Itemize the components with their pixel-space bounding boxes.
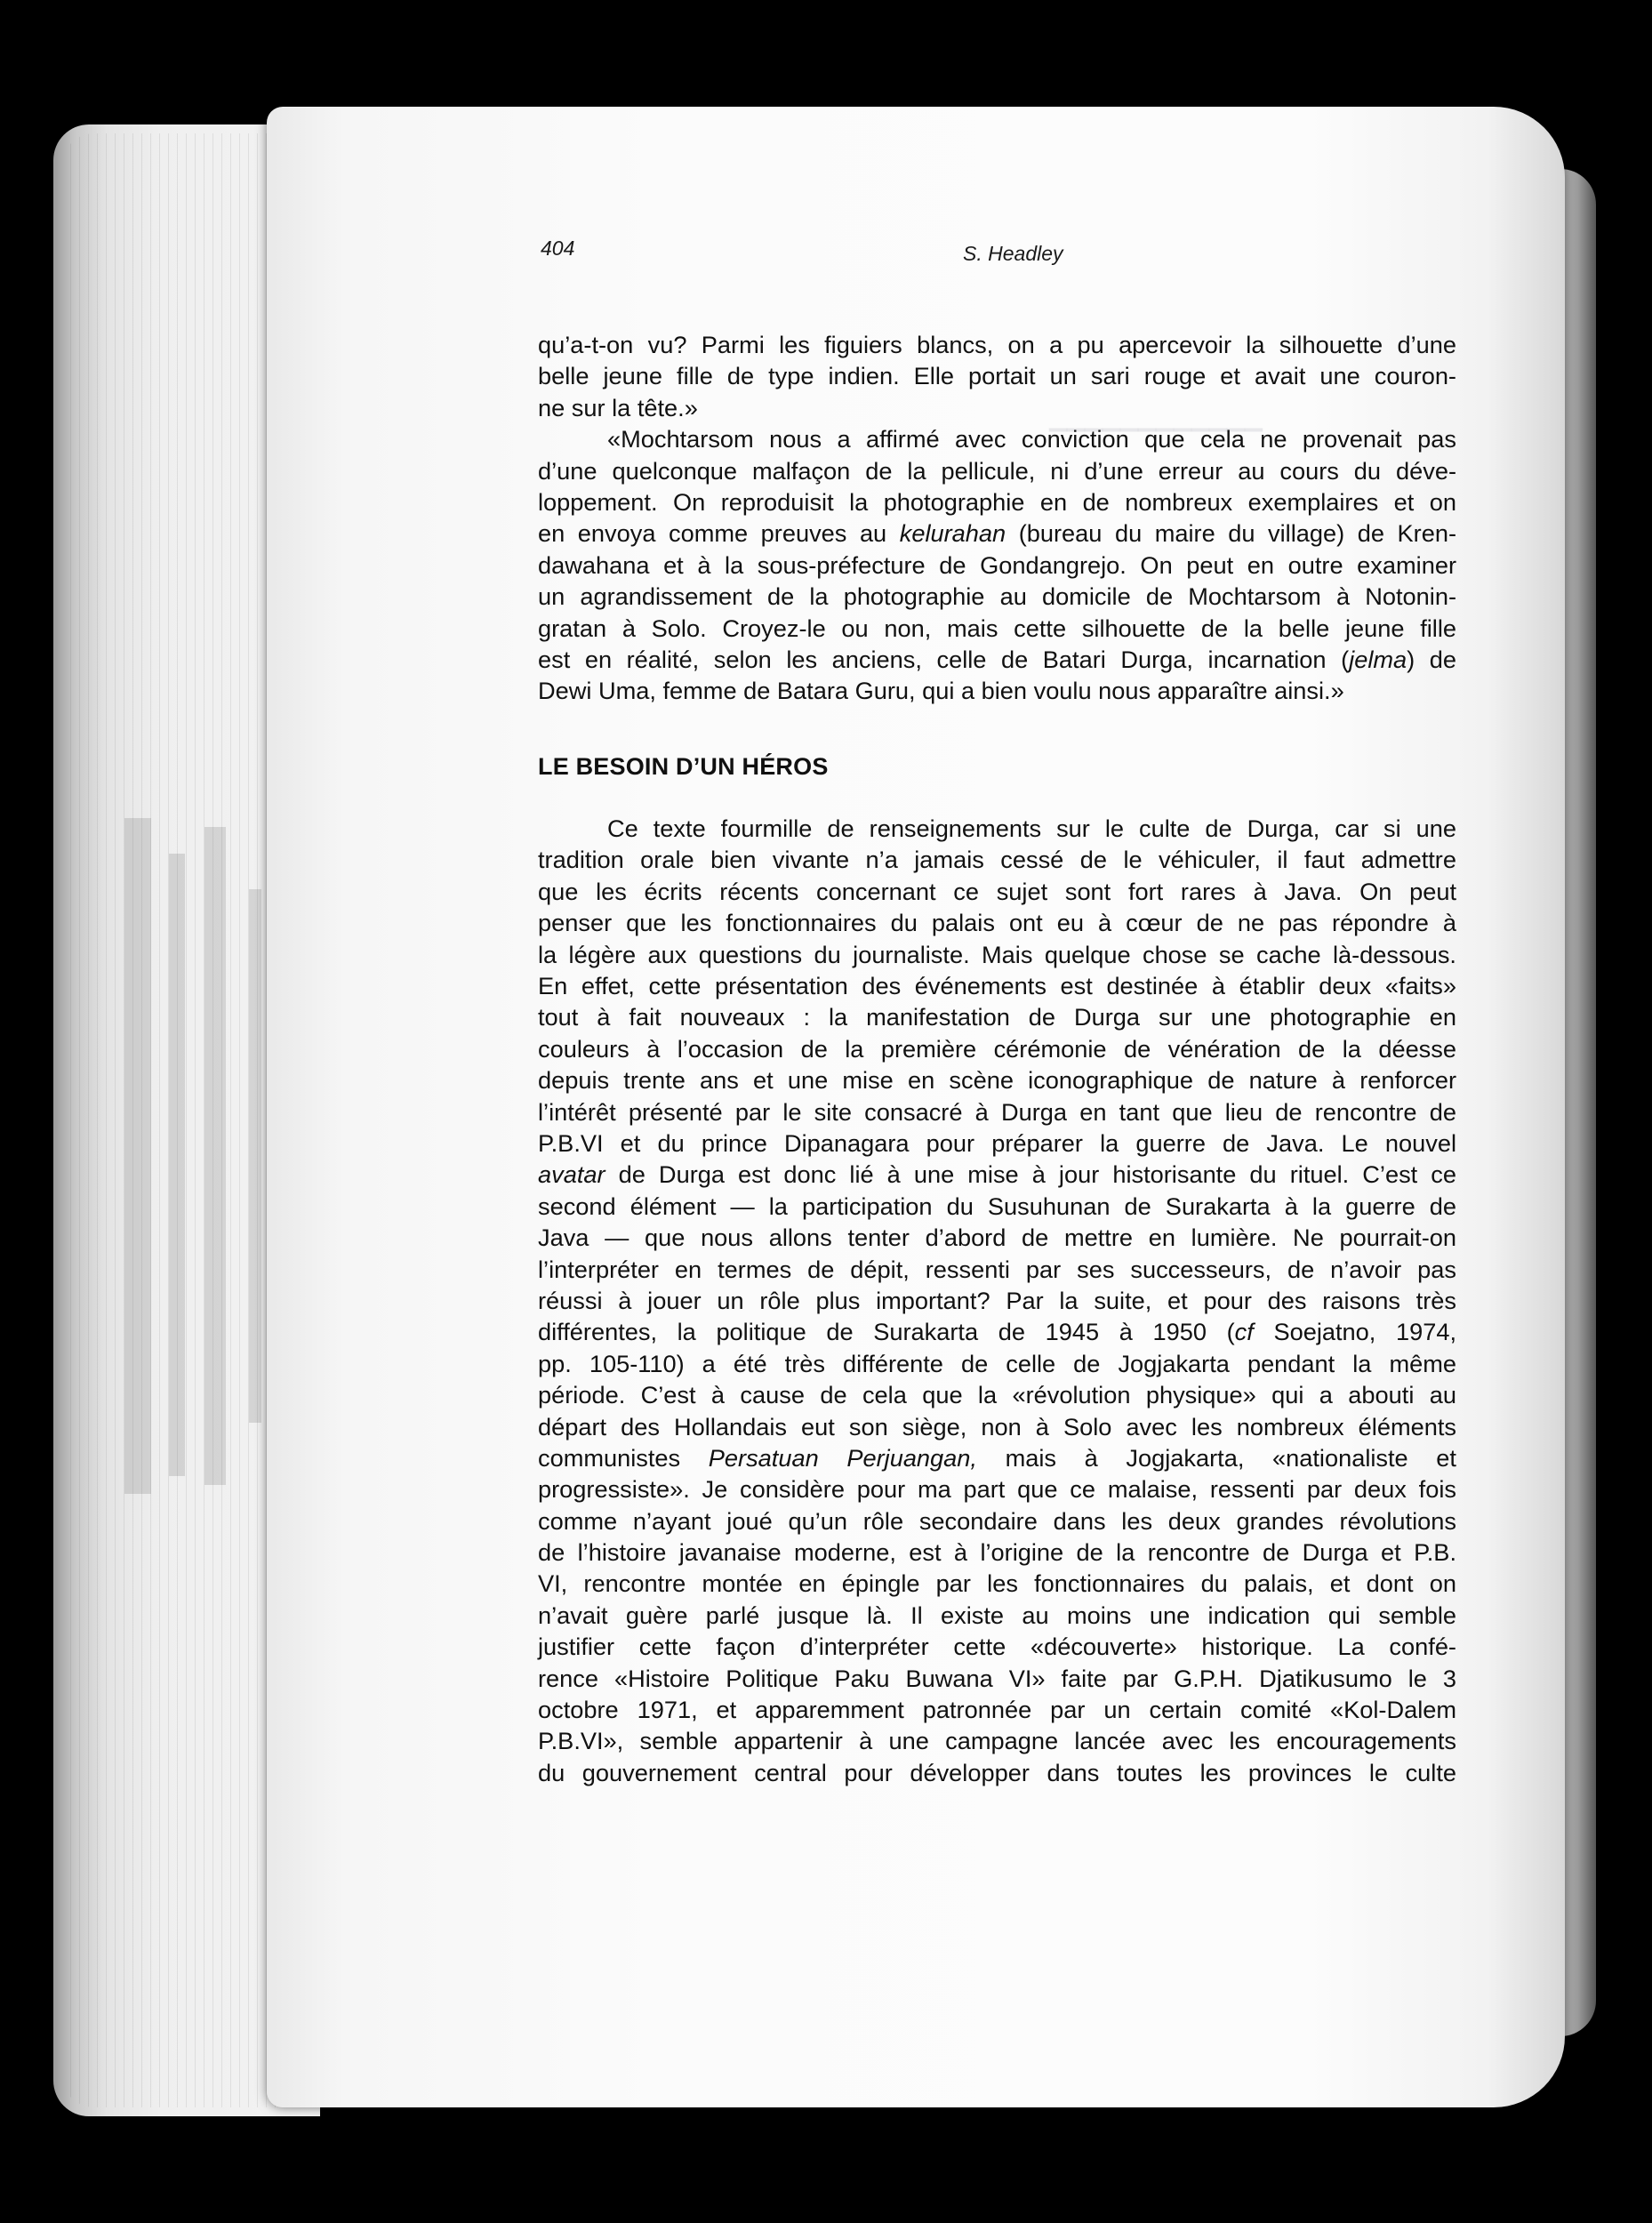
bleed-through: ‎▁▁▁▁▁▁▁▁▁▁▁▁ — [1049, 405, 1263, 431]
text-line: tradition orale bien vivante n’a jamais cessé de le véhiculer, il faut admettre — [538, 846, 1456, 874]
text-line: depuis trente ans et une mise en scène iconographique de nature à renforcer — [538, 1066, 1456, 1095]
text-line: n’avait guère parlé jusque là. Il existe au moins une indication qui semble — [538, 1601, 1456, 1629]
text-line: dawahana et à la sous-préfecture de Gondangrejo. On peut en outre examiner — [538, 550, 1456, 579]
text-line: période. C’est à cause de cela que la «révolution physique» qui a abouti au — [538, 1381, 1456, 1409]
text-segment: est en réalité, selon les anciens, celle de Batari Durga, incarnation ( — [538, 645, 1350, 673]
text-segment: en envoya comme preuves au — [538, 519, 900, 548]
text-line: En effet, cette présentation des événements est destinée à établir deux «faits» — [538, 972, 1456, 1000]
text-line: tout à fait nouveaux : la manifestation de Durga sur une photographie en — [538, 1003, 1456, 1031]
text-line: second élément — la participation du Susuhunan de Surakarta à la guerre de — [538, 1192, 1456, 1220]
text-line: P.B.VI», semble appartenir à une campagne lancée avec les encouragements — [538, 1727, 1456, 1755]
text-line: d’une quelconque malfaçon de la pellicule, ni d’une erreur au cours du déve- — [538, 456, 1456, 485]
text-segment: de Durga est donc lié à une mise à jour historisante du rituel. C’est ce — [605, 1160, 1456, 1189]
text-line: de l’histoire javanaise moderne, est à l’origine de la rencontre de Durga et P.B. — [538, 1538, 1456, 1567]
text-line: justifier cette façon d’interpréter cette «découverte» historique. La confé- — [538, 1633, 1456, 1661]
text-line — [538, 644, 1456, 675]
text-line: que les écrits récents concernant ce sujet sont fort rares à Java. On peut — [538, 877, 1456, 905]
text-line: VI, rencontre montée en épingle par les fonctionnaires du palais, et dont on — [538, 1569, 1456, 1598]
text-line: Ce texte fourmille de renseignements sur le culte de Durga, car si une — [607, 815, 1456, 843]
text-line — [538, 518, 1456, 549]
page-number: 404 — [541, 237, 575, 260]
italic-term: cf — [1234, 1318, 1254, 1346]
text-line: progressiste». Je considère pour ma part que ce malaise, ressenti par deux fois — [538, 1475, 1456, 1504]
paragraph-1 — [538, 329, 1456, 423]
text-segment: ) de — [1407, 645, 1456, 673]
paragraph-3 — [538, 813, 1456, 1788]
text-segment: Soejatno, 1974, — [1253, 1318, 1456, 1346]
text-line — [538, 1316, 1456, 1347]
text-line: loppement. On reproduisit la photographie en de nombreux exemplaires et on — [538, 487, 1456, 516]
text-line: couleurs à l’occasion de la première cérémonie de vénération de la déesse — [538, 1034, 1456, 1063]
text-line: un agrandissement de la photographie au domicile de Mochtarsom à Notonin- — [538, 582, 1456, 611]
text-segment: (bureau du maire du village) de Kren- — [1006, 519, 1456, 548]
text-line: penser que les fonctionnaires du palais ont eu à cœur de ne pas répondre à — [538, 909, 1456, 937]
italic-term: kelurahan — [899, 519, 1006, 548]
text-line: l’intérêt présenté par le site consacré à Durga en tant que lieu de rencontre de — [538, 1097, 1456, 1126]
text-line: P.B.VI et du prince Dipanagara pour préparer la guerre de Java. Le nouvel — [538, 1128, 1456, 1157]
text-line: Dewi Uma, femme de Batara Guru, qui a bien voulu nous apparaître ainsi.» — [538, 677, 1344, 705]
text-line: départ des Hollandais eut son siège, non à Solo avec les nombreux éléments — [538, 1412, 1456, 1441]
text-line: gratan à Solo. Croyez-le ou non, mais cette silhouette de la belle jeune fille — [538, 614, 1456, 642]
text-line: la légère aux questions du journaliste. Mais quelque chose se cache là-dessous. — [538, 940, 1456, 968]
paragraph-2 — [538, 423, 1456, 707]
text-line: qu’a-t-on vu? Parmi les figuiers blancs, on a pu apercevoir la silhouette d’une — [538, 331, 1456, 358]
running-head: S. Headley — [963, 242, 1063, 265]
italic-term: avatar — [538, 1160, 605, 1189]
text-segment: différentes, la politique de Surakarta de 1945 à 1950 ( — [538, 1318, 1235, 1346]
text-line: «Mochtarsom nous a affirmé avec conviction que cela ne provenait pas — [607, 425, 1456, 453]
section-heading: LE BESOIN D’UN HÉROS — [538, 752, 829, 780]
text-line: l’interpréter en termes de dépit, ressenti par ses successeurs, de n’avoir pas — [538, 1255, 1456, 1283]
body-text — [538, 329, 1456, 1788]
text-segment: mais à Jogjakarta, «nationaliste et — [976, 1443, 1456, 1472]
text-line: du gouvernement central pour développer dans toutes les provinces le culte — [538, 1758, 1456, 1786]
text-line: octobre 1971, et apparemment patronnée par un certain comité «Kol-Dalem — [538, 1696, 1456, 1724]
text-line: comme n’ayant joué qu’un rôle secondaire dans les deux grandes révolutions — [538, 1506, 1456, 1535]
text-line — [538, 1159, 1456, 1190]
text-line: réussi à jouer un rôle plus important? Par la suite, et pour des raisons très — [538, 1286, 1456, 1314]
text-line: pp. 105-110) a été très différente de celle de Jogjakarta pendant la même — [538, 1349, 1456, 1377]
text-segment: communistes — [538, 1443, 709, 1472]
text-line: rence «Histoire Politique Paku Buwana VI» faite par G.P.H. Djatikusumo le 3 — [538, 1664, 1456, 1692]
page-header — [541, 237, 1456, 269]
italic-term: Persatuan Perjuangan, — [708, 1443, 977, 1472]
text-line: belle jeune fille de type indien. Elle portait un sari rouge et avait une couron- — [538, 362, 1456, 390]
italic-term: jelma — [1349, 645, 1407, 673]
text-line — [538, 1442, 1456, 1473]
text-line: Java — que nous allons tenter d’abord de mettre en lumière. Ne pourrait-on — [538, 1224, 1456, 1252]
text-line: ne sur la tête.» — [538, 393, 698, 421]
